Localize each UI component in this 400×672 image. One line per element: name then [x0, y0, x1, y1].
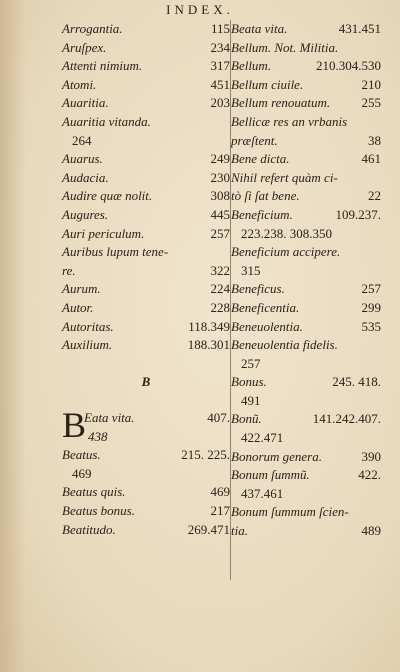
index-entry — [62, 169, 230, 188]
entry-pages: 188.301 — [187, 337, 230, 353]
index-entry — [62, 94, 230, 113]
entry-pages: 203 — [210, 95, 230, 111]
index-entry — [62, 299, 230, 318]
entry-term: Beneuolentia fidelis. — [231, 337, 338, 353]
entry-pages: 118.349 — [188, 318, 230, 334]
entry-term: tò ſi ſat bene. — [231, 188, 300, 204]
entry-pages: 269.471 — [187, 521, 230, 537]
entry-term: Bene dicta. — [231, 151, 290, 167]
entry-term: Bonum ſummum ſcien- — [231, 504, 349, 520]
entry-term: Auaritia vitanda. — [62, 113, 151, 129]
index-entry — [62, 57, 230, 76]
entry-term: Bellum. — [231, 58, 272, 74]
index-entry — [62, 446, 230, 465]
entry-pages: 322 — [210, 262, 230, 278]
index-entry — [231, 522, 381, 541]
entry-term: Beatus quis. — [62, 484, 126, 500]
entry-term: Attenti nimium. — [62, 58, 143, 74]
entry-term: Augures. — [62, 206, 109, 222]
entry-pages: 230 — [210, 169, 230, 185]
page-gutter-shadow — [0, 0, 26, 672]
entry-pages: 210 — [361, 76, 381, 92]
entry-pages: 317 — [210, 58, 230, 74]
entry-term: Audire quæ nolit. — [62, 188, 153, 204]
index-entry — [62, 39, 230, 58]
left-entries-a — [62, 20, 230, 355]
index-entry — [231, 132, 381, 151]
index-entry — [62, 20, 230, 39]
index-entry — [62, 336, 230, 355]
index-entry — [62, 280, 230, 299]
section-gap — [62, 355, 230, 373]
index-entry — [62, 150, 230, 169]
index-entry — [231, 448, 381, 467]
entry-pages: 461 — [361, 151, 381, 167]
entry-term: Beata vita. — [231, 21, 288, 36]
index-entry — [231, 169, 381, 188]
entry-pages: 215. 225. — [181, 447, 230, 463]
entry-term: Beatus. — [62, 447, 101, 463]
entry-pages: 390 — [361, 448, 381, 464]
index-entry — [231, 466, 381, 485]
entry-term: Bellicæ res an vrbanis — [231, 113, 348, 129]
index-entry — [62, 206, 230, 225]
index-entry — [62, 483, 230, 502]
entry-pages: 217 — [210, 503, 230, 519]
entry-term: Beneficium accipere. — [231, 244, 341, 260]
index-entry — [62, 318, 230, 337]
entry-term: Bonus. — [231, 374, 267, 390]
index-entry — [231, 57, 381, 76]
entry-pages: 228 — [210, 299, 230, 315]
section-letter: B — [141, 373, 151, 389]
entry-term: Bellum ciuile. — [231, 76, 304, 92]
entry-pages: 38 — [368, 132, 381, 148]
entry-pages: 299 — [361, 299, 381, 315]
index-entry — [231, 410, 381, 429]
entry-term: Bonũ. — [231, 411, 262, 427]
entry-term: Auribus lupum tene- — [62, 244, 169, 260]
entry-term: Beatus bonus. — [62, 503, 135, 519]
index-entry — [62, 225, 230, 244]
index-entry — [62, 76, 230, 95]
entry-continuation: 437.461 — [241, 485, 284, 501]
entry-pages: 257 — [210, 225, 230, 241]
index-entry — [231, 503, 381, 522]
entry-term: Audacia. — [62, 169, 109, 185]
index-entry — [231, 299, 381, 318]
entry-pages: 22 — [368, 188, 381, 204]
entry-term: Beatitudo. — [62, 521, 116, 537]
entry-term: Arrogantia. — [62, 21, 123, 36]
index-entry — [231, 373, 381, 392]
index-entry — [231, 206, 381, 225]
entry-term: Auxilium. — [62, 337, 113, 353]
entry-term: Autoritas. — [62, 318, 114, 334]
entry-term: Aurum. — [62, 281, 101, 297]
entry-term: Autor. — [62, 299, 94, 315]
entry-term: Bonum ſummũ. — [231, 467, 310, 483]
left-entries-b — [62, 446, 230, 539]
entry-pages: 109.237. — [335, 206, 381, 222]
entry-pages: 489 — [361, 523, 381, 539]
entry-pages: 407. — [207, 410, 230, 426]
index-entry — [62, 187, 230, 206]
entry-term: Eata vita. — [84, 410, 135, 426]
index-entry — [231, 39, 381, 58]
entry-pages: 249 — [210, 151, 230, 167]
index-entry — [231, 243, 381, 262]
index-entry — [231, 150, 381, 169]
entry-continuation: 223.238. 308.350 — [241, 225, 332, 241]
entry-pages: 245. 418. — [332, 374, 381, 390]
entry-term: Bellum. Not. Militia. — [231, 39, 339, 55]
drop-entry-text — [84, 409, 230, 446]
entry-pages: 431.451 — [338, 21, 381, 36]
entry-pages: 234 — [210, 39, 230, 55]
entry-pages: 141.242.407. — [312, 411, 381, 427]
entry-continuation: 257 — [241, 355, 261, 371]
entry-pages: 422. — [358, 467, 381, 483]
entry-continuation: 438 — [88, 428, 108, 444]
index-entry — [231, 20, 381, 39]
entry-term: Aruſpex. — [62, 39, 107, 55]
entry-continuation: 315 — [241, 262, 261, 278]
entry-term: Atomi. — [62, 76, 97, 92]
entry-pages: 535 — [361, 318, 381, 334]
entry-term: Auarus. — [62, 151, 103, 167]
entry-pages: 210.304.530 — [316, 58, 381, 74]
drop-cap-entry — [62, 405, 230, 446]
entry-term: Beneuolentia. — [231, 318, 303, 334]
right-column — [231, 20, 381, 541]
running-head: INDEX. — [166, 2, 234, 17]
section-gap — [62, 391, 230, 409]
right-entries — [231, 20, 381, 541]
entry-term: Beneficentia. — [231, 299, 300, 315]
entry-pages: 469 — [210, 484, 230, 500]
index-entry — [231, 318, 381, 337]
index-entry — [231, 76, 381, 95]
index-entry — [62, 521, 230, 540]
entry-continuation: 491 — [241, 392, 261, 408]
index-entry — [62, 243, 230, 262]
entry-continuation: 469 — [72, 465, 92, 481]
entry-term: Bonorum genera. — [231, 448, 322, 464]
index-entry — [62, 502, 230, 521]
index-entry — [231, 94, 381, 113]
index-entry — [231, 187, 381, 206]
entry-pages: 224 — [210, 281, 230, 297]
entry-continuation: 422.471 — [241, 430, 284, 446]
index-entry — [62, 113, 230, 132]
entry-term: præſtent. — [231, 132, 278, 148]
entry-term: Bellum renouatum. — [231, 95, 331, 111]
entry-continuation: 264 — [72, 132, 92, 148]
index-entry — [231, 113, 381, 132]
entry-pages: 115 — [210, 21, 230, 36]
entry-term: Nihil refert quàm ci- — [231, 169, 338, 185]
entry-pages: 255 — [361, 95, 381, 111]
index-entry — [62, 262, 230, 281]
entry-term: Auri periculum. — [62, 225, 145, 241]
drop-cap: B — [62, 405, 87, 446]
index-entry — [231, 336, 381, 355]
index-entry — [231, 280, 381, 299]
entry-pages: 445 — [210, 206, 230, 222]
entry-pages: 308 — [210, 188, 230, 204]
left-column — [62, 20, 230, 539]
entry-pages: 451 — [210, 76, 230, 92]
entry-term: Beneficus. — [231, 281, 285, 297]
entry-term: Auaritia. — [62, 95, 109, 111]
entry-term: re. — [62, 262, 76, 278]
entry-pages: 257 — [361, 281, 381, 297]
entry-term: tia. — [231, 523, 248, 539]
entry-term: Beneficium. — [231, 206, 293, 222]
